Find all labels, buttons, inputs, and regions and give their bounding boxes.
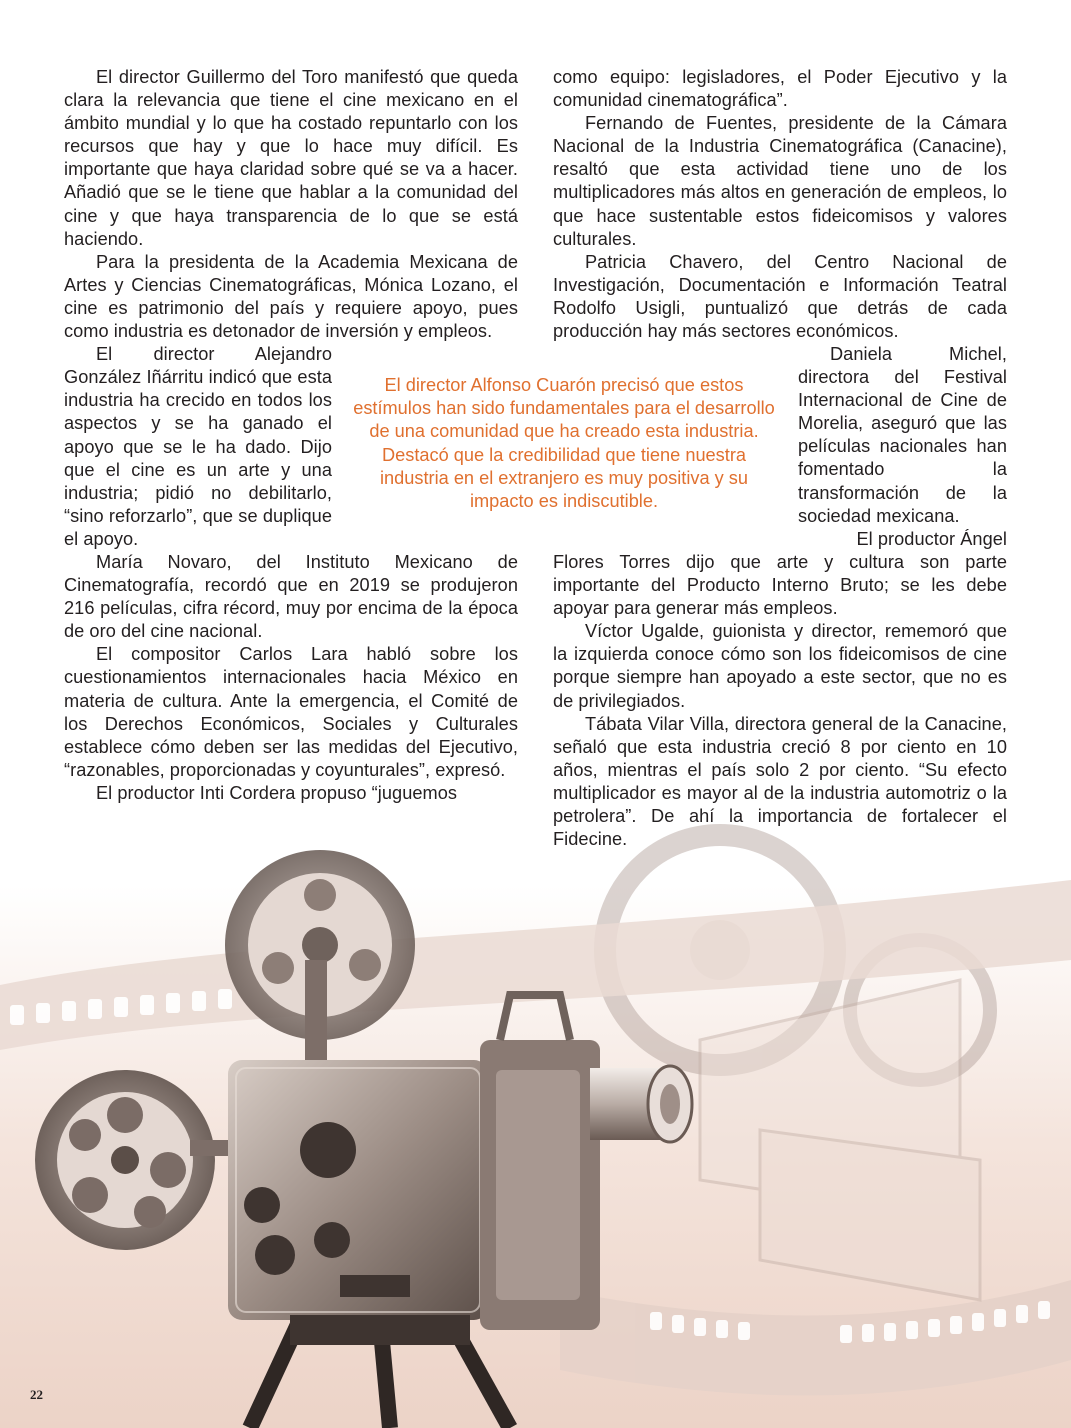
paragraph-lara: El compositor Carlos Lara habló sobre los cuestionamientos internacionales hacia México en materia de cultura. Ante la emergencia, el Comité de los Derechos Económicos, Sociales y Culturales establece cómo deben ser las medidas del Ejecutivo, “razonables, proporcionadas y coyunturales”, expresó. xyxy=(64,644,518,780)
paragraph-vilar: Tábata Vilar Villa, directora general de la Canacine, señaló que esta industria creció 8 por ciento en 10 años, mientras el país solo 2 por ciento. “Su efecto multiplicador es mayor al de la industria automotriz o la petrolera”. De ahí la importancia de fortalecer el Fidecine. xyxy=(553,713,1007,850)
pull-quote: El director Alfonso Cuarón precisó que estos estímulos han sido fundamentales para el desarrollo de una comunidad que ha creado esta industria. Destacó que la credibilidad que tiene nuestra industria en el extranjero es muy positiva y su impacto es indiscutible. xyxy=(353,375,775,512)
right-column-bottom xyxy=(553,551,1007,851)
paragraph-flores: Flores Torres dijo que arte y cultura son parte importante del Producto Interno Bruto; se les debe apoyar para generar más empleos. xyxy=(553,552,1007,619)
paragraph-chavero: Patricia Chavero, del Centro Nacional de Investigación, Documentación e Información Teatral Rodolfo Usigli, puntualizó que detrás de cada producción hay más sectores económicos. xyxy=(553,251,1007,342)
paragraph-novaro: María Novaro, del Instituto Mexicano de Cinematografía, recordó que en 2019 se produjeron 216 películas, cifra récord, muy por encima de la época de oro del cine nacional. xyxy=(64,551,518,642)
right-column-top xyxy=(553,66,1007,343)
page-number: 22 xyxy=(30,1387,43,1402)
paragraph-del-toro: El director Guillermo del Toro manifestó que queda clara la relevancia que tiene el cine mexicano en el ámbito mundial y lo que ha costado repuntarlo con los recursos que hay y que lo hace muy difícil. Es importante que haya claridad sobre qué se va a hacer. Añadió que se le tiene que hablar a la comunidad del cine y que haya transparencia de lo que se está haciendo. xyxy=(64,67,518,249)
paragraph-continuation: como equipo: legisladores, el Poder Ejecutivo y la comunidad cinematográfica”. xyxy=(553,67,1007,111)
paragraph-michel: Daniela Michel, directora del Festival Internacional de Cine de Morelia, aseguró que las películas nacionales han fomentado la transformación de la sociedad mexicana. xyxy=(798,344,1007,526)
paragraph-inarritu: El director Alejandro González Iñárritu indicó que esta industria ha crecido en todos los aspectos y se ha ganado el apoyo que se le ha dado. Dijo que el cine es un arte y una industria; pidió no debilitarlo, “sino reforzarlo”, que se duplique el apoyo. xyxy=(64,344,332,549)
paragraph-flores-start: El productor Ángel xyxy=(856,528,1007,549)
paragraph-cordera: El productor Inti Cordera propuso “juguemos xyxy=(96,782,458,803)
paragraph-fuentes: Fernando de Fuentes, presidente de la Cámara Nacional de la Industria Cinematográfica (Canacine), resaltó que esta actividad tiene uno de los multiplicadores más altos en generación de empleos, lo que hace sustentable estos fideicomisos y valores culturales. xyxy=(553,113,1007,249)
right-column-narrow xyxy=(798,343,1007,551)
paragraph-ugalde: Víctor Ugalde, guionista y director, rememoró que la izquierda conoce cómo son los fideicomisos de cine porque siempre han apoyado a este sector, que no es de privilegiados. xyxy=(553,621,1007,711)
paragraph-lozano: Para la presidenta de la Academia Mexicana de Artes y Ciencias Cinematográficas, Mónica Lozano, el cine es patrimonio del país y requiere apoyo, pues como industria es detonador de inversión y empleos. xyxy=(64,251,518,342)
